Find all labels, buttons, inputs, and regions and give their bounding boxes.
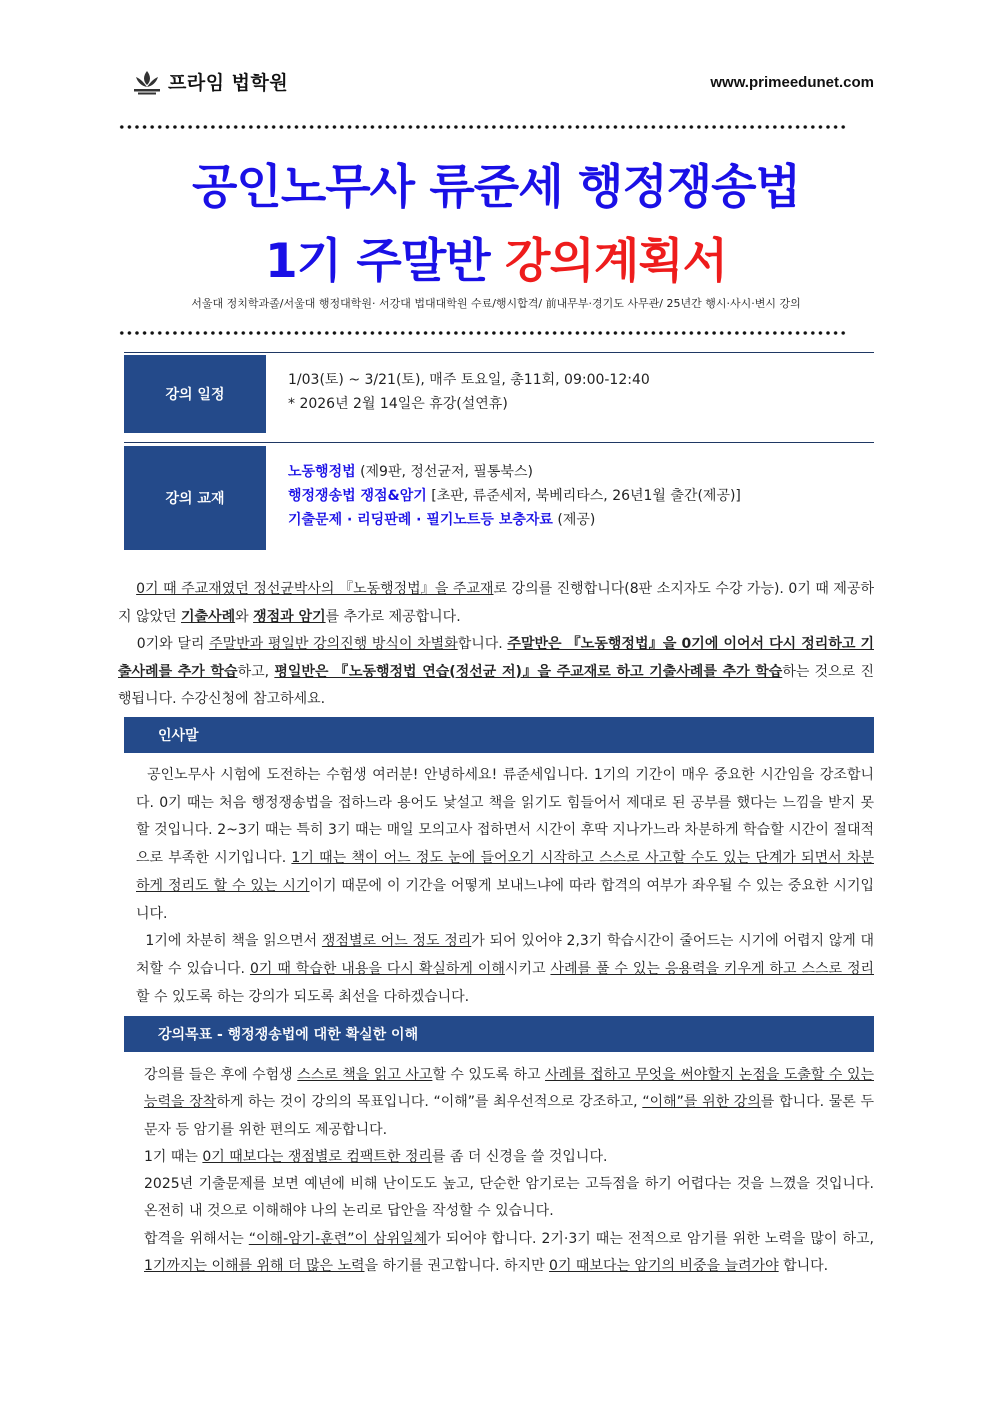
- textbook-info: [288, 460, 741, 532]
- intro-text: 하는 것으로 진행됩니다. 수강신청에 참고하세요.: [118, 663, 874, 707]
- intro-text: 합니다.: [457, 636, 508, 652]
- textbook-item: [288, 484, 741, 508]
- goal-text: 1기 때는: [144, 1148, 203, 1165]
- instructor-credentials: 서울대 정치학과졸/서울대 행정대학원· 서강대 법대대학원 수료/행시합격/ 前내무부·경기도 사무관/ 25년간 행시·사시·변시 강의: [191, 297, 801, 310]
- goal-text: 를 합니다. 물론 두문자 등 암기를 위한 편의도 제공합니다.: [144, 1094, 875, 1138]
- goal-text: 1기까지는 이해를 위해 더 많은 노력: [144, 1258, 365, 1275]
- website-url[interactable]: www.primeedunet.com: [710, 74, 874, 91]
- dotted-divider-top: [118, 124, 848, 130]
- greeting-text: 이기 때문에 이 기간을 어떻게 보내느냐에 따라 합격의 여부가 좌우될 수 있는 중요한 시기입니다.: [136, 877, 874, 922]
- intro-text: 0기와 달리: [136, 636, 210, 652]
- textbook-detail: (제공): [552, 512, 596, 528]
- goal-paragraph: [144, 1062, 874, 1144]
- dotted-divider-bottom: [118, 330, 848, 336]
- page-title-line1: 공인노무사 류준세 행정쟁송법: [192, 160, 800, 215]
- goal-text: 0기 때보다는 쟁점별로 컴팩트한 정리: [202, 1148, 432, 1165]
- goal-text: 0기 때보다는 암기의 비중을 늘려가야: [549, 1258, 779, 1275]
- goal-text: 스스로 책을 읽고 사고: [297, 1067, 433, 1083]
- goal-text: 가 되어야 합니다. 2기·3기 때는 전적으로 암기를 위한 노력을 많이 하고,: [427, 1230, 874, 1247]
- greeting-text: 가 되어 있어야 2,3기 학습시간이 줄어드는 시기에 어렵지 않게 대처할 수 있습니다.: [136, 933, 874, 977]
- goal-paragraph: [144, 1226, 874, 1281]
- intro-text: 를 추가로 제공합니다.: [325, 608, 461, 625]
- greeting-paragraph: [136, 762, 874, 928]
- textbook-title: 노동행정법: [288, 464, 356, 480]
- greeting-heading: 인사말: [124, 717, 874, 753]
- intro-text: 로 강의를 진행합니다(8판 소지자도 수강 가능). 0기 때 제공하지 않았던: [118, 581, 875, 625]
- goal-text: 합격을 위해서는: [144, 1230, 249, 1247]
- textbook-detail: (제9판, 정선균저, 필통북스): [355, 464, 533, 480]
- schedule-label: 강의 일정: [124, 355, 266, 433]
- textbook-item: [288, 508, 741, 532]
- greeting-paragraph: [136, 928, 874, 1011]
- intro-paragraph-1: [118, 576, 874, 631]
- schedule-dates: 1/03(토) ~ 3/21(토), 매주 토요일, 총11회, 09:00-12:40: [288, 372, 650, 388]
- goal-text: 를 좀 더 신경을 쓸 것입니다.: [431, 1148, 608, 1165]
- goal-heading: 강의목표 - 행정쟁송법에 대한 확실한 이해: [124, 1016, 874, 1052]
- greeting-text: 1기에 차분히 책을 읽으면서: [145, 933, 322, 950]
- page-title-line2: [0, 224, 992, 291]
- goal-text: 을 하기를 권고합니다. 하지만: [364, 1258, 550, 1275]
- goal-paragraph: [144, 1144, 874, 1171]
- goal-text: 사례를 접하고 무엇을 써야할지 논점을 도출할 수 있는 능력을 장착: [144, 1067, 874, 1111]
- intro-text: 와: [235, 608, 254, 625]
- intro-text: 하고,: [237, 663, 275, 680]
- goal-text: 하게 하는 것이 강의의 목표입니다. “이해”를 최우선적으로 강조하고,: [216, 1094, 643, 1111]
- intro-text: 쟁점과 암기: [253, 608, 326, 625]
- intro-text: 기출사례: [181, 608, 236, 625]
- schedule-holiday-note: * 2026년 2월 14일은 휴강(설연휴): [288, 396, 508, 412]
- textbook-label: 강의 교재: [124, 446, 266, 550]
- textbook-detail: [초판, 류준세저, 북베리타스, 26년1월 출간(제공)]: [426, 488, 741, 504]
- goal-text: 합니다.: [778, 1258, 829, 1275]
- intro-text: 주말반은 『노동행정법』을 0기에 이어서 다시 정리하고 기출사례를 추가 학습: [118, 636, 874, 680]
- intro-text: 0기 때 주교재였던 정선균박사의 『노동행정법』을 주교재: [136, 581, 494, 597]
- greeting-text: 0기 때 학습한 내용을 다시 확실하게 이해: [249, 960, 505, 977]
- greeting-body: [136, 762, 874, 1011]
- lotus-logo-icon: [132, 69, 162, 95]
- title-class-name: 1기 주말반: [264, 234, 490, 289]
- schedule-info: [288, 368, 650, 416]
- intro-text: 평일반은 『노동행정법 연습(정선균 저)』을 주교재로 하고 기출사례를 추가 학습: [274, 663, 783, 680]
- table-rule-middle: [124, 442, 874, 443]
- logo-text: 프라임 법학원: [168, 72, 289, 94]
- goal-body: [144, 1062, 874, 1280]
- greeting-text: 사례를 풀 수 있는 응용력을 키우게 하고 스스로 정리: [550, 960, 875, 977]
- greeting-text: 시키고: [504, 960, 551, 977]
- textbook-title: 기출문제 · 리딩판례 · 필기노트등 보충자료: [288, 512, 553, 528]
- intro-text: 주말반과 평일반 강의진행 방식이 차별화: [209, 636, 458, 652]
- goal-text: 할 수 있도록 하고: [432, 1067, 546, 1083]
- greeting-text: 할 수 있도록 하는 강의가 되도록 최선을 다하겠습니다.: [136, 988, 470, 1005]
- title-document-type: 강의계획서: [505, 234, 728, 289]
- academy-logo: [132, 68, 288, 95]
- goal-text: “이해-암기-훈련”이 삼위일체: [248, 1230, 428, 1247]
- intro-paragraph-2: [118, 631, 874, 714]
- goal-text: “이해”를 위한 강의: [642, 1094, 761, 1111]
- goal-text: 강의를 들은 후에 수험생: [144, 1067, 298, 1083]
- textbook-item: [288, 460, 741, 484]
- greeting-text: 1기 때는 책이 어느 정도 눈에 들어오기 시작하고 스스로 사고할 수도 있는 단계가 되면서 차분하게 정리도 할 수 있는 시기: [136, 850, 874, 894]
- table-rule-top: [124, 352, 874, 353]
- goal-paragraph: 2025년 기출문제를 보면 예년에 비해 난이도도 높고, 단순한 암기로는 고득점을 하기 어렵다는 것을 느꼈을 것입니다. 온전히 내 것으로 이해해야 나의 논리로 답안을 작성할 수 있습니다.: [144, 1176, 874, 1220]
- greeting-text: 쟁점별로 어느 정도 정리: [321, 933, 472, 950]
- greeting-text: 공인노무사 시험에 도전하는 수험생 여러분! 안녕하세요! 류준세입니다. 1기의 기간이 매우 중요한 시간임을 강조합니다. 0기 때는 처음 행정쟁송법을 접하느라 용어도 낯설고 책을 읽기도 힘들어서 제대로 된 공부를 했다는 느낌을 받지 못할 것입니다. 2~3기 때는 특히 3기 때는 매일 모의고사 접하면서 시간이 후딱 지나가느라 차분하게 학습할 시간이 절대적으로 부족한 시기입니다.: [136, 767, 874, 867]
- textbook-title: 행정쟁송법 쟁점&암기: [288, 488, 427, 504]
